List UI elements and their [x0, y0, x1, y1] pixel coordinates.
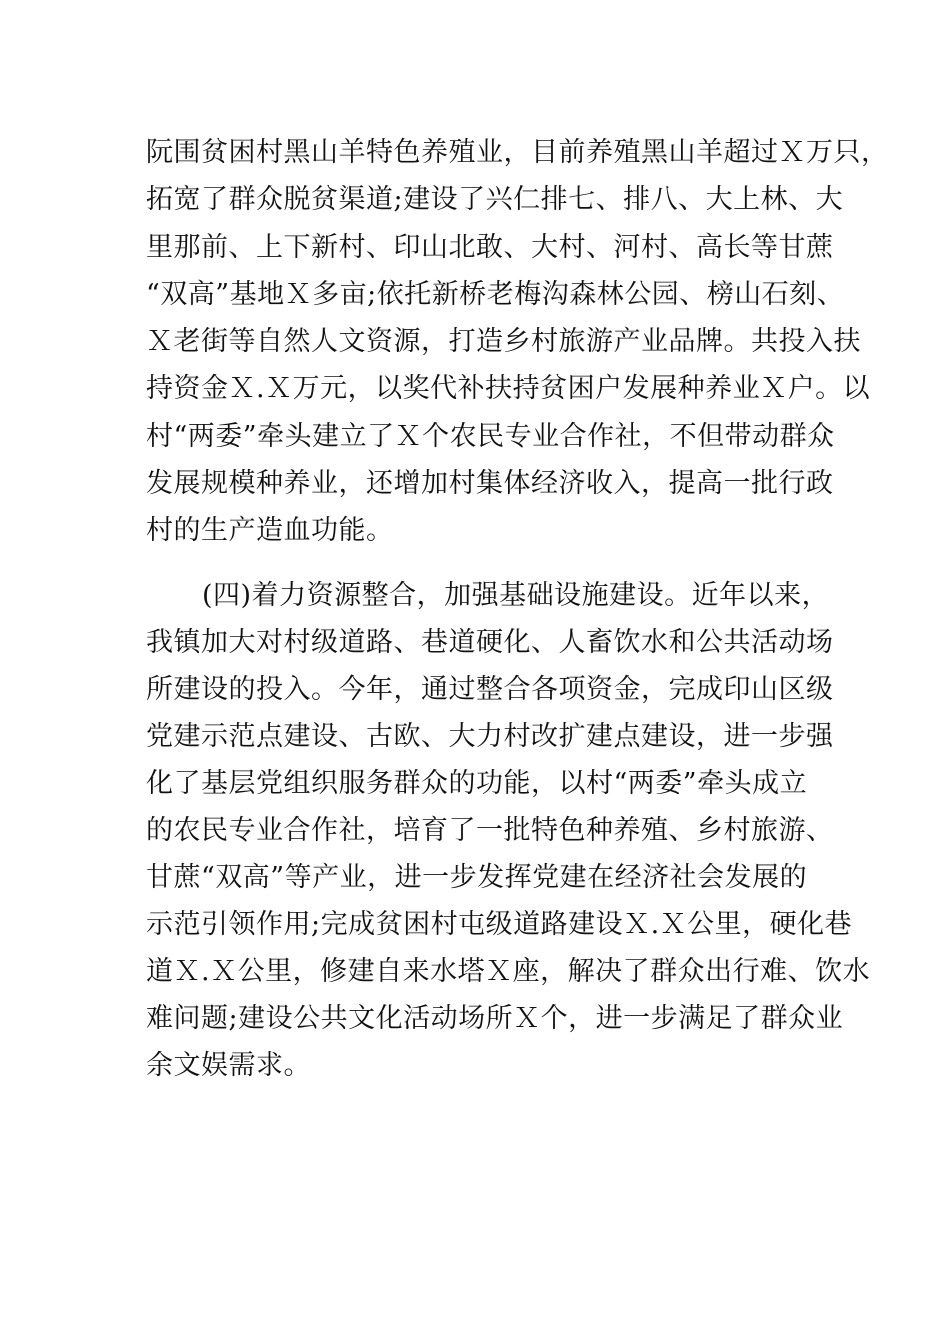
- section-heading-line: (四)着力资源整合，加强基础设施建设。近年以来，: [202, 580, 830, 611]
- text-line: 示范引领作用;完成贫困村屯级道路建设Ｘ.Ｘ公里，硬化巷: [146, 909, 853, 940]
- text-line: 甘蔗“双高”等产业，进一步发挥党建在经济社会发展的: [146, 862, 808, 893]
- text-line: 所建设的投入。今年，通过整合各项资金，完成印山区级: [146, 674, 834, 705]
- text-line: “双高”基地Ｘ多亩;依托新桥老梅沟森林公园、榜山石刻、: [146, 279, 845, 310]
- text-line: 持资金Ｘ.Ｘ万元，以奖代补扶持贫困户发展种养业Ｘ户。以: [146, 373, 871, 404]
- text-line: 我镇加大对村级道路、巷道硬化、人畜饮水和公共活动场: [146, 627, 834, 658]
- text-line: 拓宽了群众脱贫渠道;建设了兴仁排七、排八、大上林、大: [146, 184, 844, 215]
- text-line: 难问题;建设公共文化活动场所Ｘ个，进一步满足了群众业: [146, 1003, 844, 1034]
- text-line: 化了基层党组织服务群众的功能，以村“两委”牵头成立: [146, 768, 808, 799]
- text-line: 阮围贫困村黑山羊特色养殖业，目前养殖黑山羊超过Ｘ万只，: [146, 137, 889, 168]
- text-line: 道Ｘ.Ｘ公里，修建自来水塔Ｘ座，解决了群众出行难、饮水: [146, 956, 871, 987]
- text-line: Ｘ老街等自然人文资源，打造乡村旅游产业品牌。共投入扶: [146, 326, 861, 357]
- text-line: 的农民专业合作社，培育了一批特色种养殖、乡村旅游、: [146, 815, 834, 846]
- text-line: 发展规模种养业，还增加村集体经济收入，提高一批行政: [146, 468, 834, 499]
- text-line: 里那前、上下新村、印山北敢、大村、河村、高长等甘蔗: [146, 232, 834, 263]
- text-line: 村的生产造血功能。: [146, 515, 394, 546]
- text-line: 余文娱需求。: [146, 1050, 311, 1081]
- text-line: 党建示范点建设、古欧、大力村改扩建点建设，进一步强: [146, 721, 834, 752]
- text-line: 村“两委”牵头建立了Ｘ个农民专业合作社，不但带动群众: [146, 421, 835, 452]
